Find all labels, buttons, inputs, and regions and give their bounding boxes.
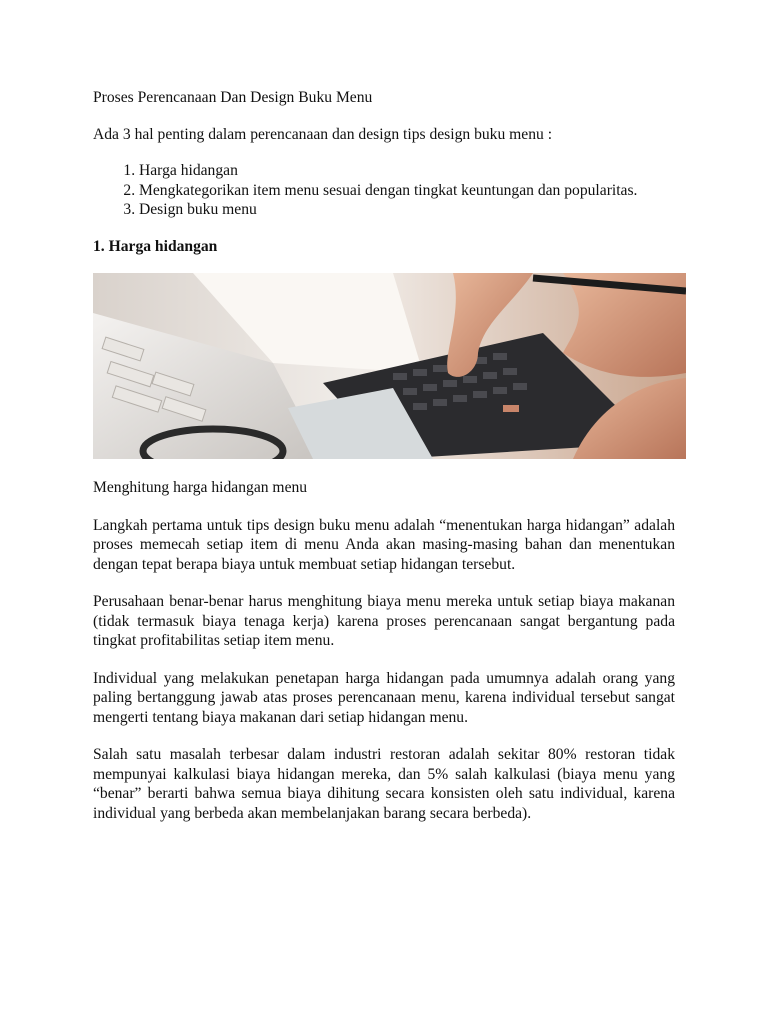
section-heading: 1. Harga hidangan xyxy=(93,237,218,255)
list-item: 3. Design buku menu xyxy=(139,200,675,220)
document-title: Proses Perencanaan Dan Design Buku Menu xyxy=(93,89,373,106)
numbered-list xyxy=(93,161,675,220)
paragraph: Perusahaan benar-benar harus menghitung biaya menu mereka untuk setiap biaya makanan (tidak termasuk biaya tenaga kerja) karena proses perencanaan sangat bergantung pada tingkat profitabilitas setiap item menu. xyxy=(93,593,675,649)
list-item: 2. Mengkategorikan item menu sesuai dengan tingkat keuntungan dan popularitas. xyxy=(139,181,675,201)
paragraph: Langkah pertama untuk tips design buku menu adalah “menentukan harga hidangan” adalah proses memecah setiap item di menu Anda akan masing-masing bahan dan menentukan dengan tepat berapa biaya untuk membuat setiap hidangan tersebut. xyxy=(93,516,675,573)
image-caption: Menghitung harga hidangan menu xyxy=(93,479,308,496)
body-text xyxy=(93,516,675,824)
calculator-photo-icon xyxy=(93,273,686,459)
paragraph: Individual yang melakukan penetapan harga hidangan pada umumnya adalah orang yang paling bertanggung jawab atas proses perencanaan menu, karena individual tersebut sangat mengerti tentang biaya makanan dari setiap hidangan menu. xyxy=(93,669,675,726)
intro-text: Ada 3 hal penting dalam perencanaan dan design tips design buku menu : xyxy=(93,125,553,143)
paragraph: Salah satu masalah terbesar dalam industri restoran adalah sekitar 80% restoran tidak mempunyai kalkulasi biaya hidangan mereka, dan 5% salah kalkulasi (biaya menu yang “benar” berarti bahwa semua biaya dihitung secara konsisten oleh satu individual, karena individual yang berbeda akan membelanjakan barang secara berbeda). xyxy=(93,746,675,822)
list-item: 1. Harga hidangan xyxy=(139,161,675,181)
